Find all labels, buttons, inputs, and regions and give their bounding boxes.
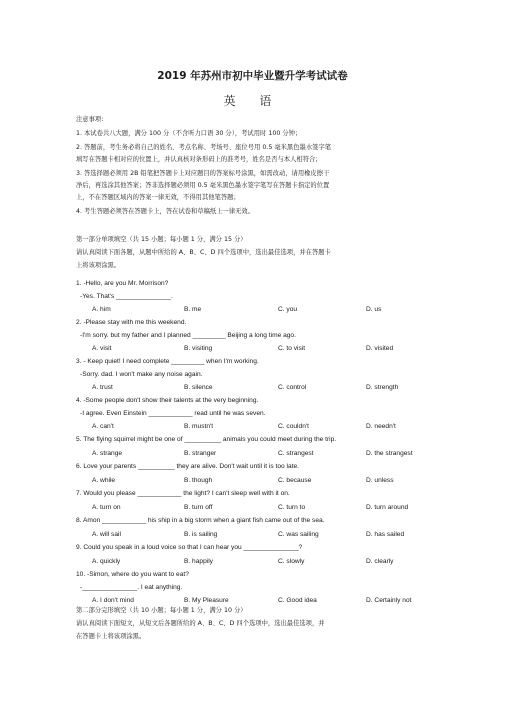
question-options xyxy=(92,477,452,485)
part2-instruction: 请认真阅读下面短文，从短文后各题所给的 A、B、C、D 四个选项中，选出最佳选项，并 xyxy=(76,620,325,627)
question-stem: 6. Love your parents __________ they are alive. Don't wait until it is too late. xyxy=(76,463,300,470)
option-c[interactable]: C. was sailing xyxy=(278,531,319,538)
option-c[interactable]: C. to visit xyxy=(278,345,306,352)
option-a[interactable]: A. strange xyxy=(92,450,123,457)
part2-heading: 第二部分完形填空（共 10 小题；每小题 1 分，满分 10 分） xyxy=(76,607,247,614)
option-c[interactable]: C. you xyxy=(278,306,298,313)
question-response: -I agree. Even Einstein ____________ read until he was seven. xyxy=(80,410,266,417)
question-stem: 10. -Simon, where do you want to eat? xyxy=(76,571,189,578)
question-options xyxy=(92,531,452,539)
question-options xyxy=(92,450,452,458)
question-response: -Yes. That's _______________. xyxy=(80,293,173,300)
option-a[interactable]: A. him xyxy=(92,306,111,313)
notice-heading: 注意事项: xyxy=(76,116,104,123)
option-d[interactable]: D. us xyxy=(366,306,382,313)
option-b[interactable]: B. though xyxy=(184,477,213,484)
question-stem: 3. - Keep quiet! I need complete _________ when I'm working. xyxy=(76,358,259,365)
part1-instruction: 请认真阅读下面各题，从题中所给的 A、B、C、D 四个选项中，选出最佳选项，并在答题卡 xyxy=(76,249,331,256)
question-options xyxy=(92,558,452,566)
notice-line: 4. 考生答题必须答在答题卡上，答在试卷和草稿纸上一律无效。 xyxy=(76,208,255,215)
question-stem: 9. Could you speak in a loud voice so that I can hear you _______________? xyxy=(76,544,303,551)
option-a[interactable]: A. visit xyxy=(92,345,112,352)
option-d[interactable]: D. needn't xyxy=(366,423,396,430)
option-a[interactable]: A. trust xyxy=(92,384,113,391)
option-a[interactable]: A. I don't mind xyxy=(92,597,134,604)
option-c[interactable]: C. Good idea xyxy=(278,597,317,604)
question-stem: 8. Amon ____________ his ship in a big storm when a giant fish came out of the sea. xyxy=(76,517,325,524)
notice-line: 3. 答选择题必须用 2B 铅笔把答题卡上对应题目的答案标号涂黑，如需改动，请用橡皮擦干 xyxy=(76,170,330,177)
option-b[interactable]: B. happily xyxy=(184,558,213,565)
question-stem: 4. -Some people don't show their talents at the very beginning. xyxy=(76,397,259,404)
question-options xyxy=(92,423,452,431)
option-d[interactable]: D. the strangest xyxy=(366,450,413,457)
option-d[interactable]: D. has sailed xyxy=(366,531,405,538)
option-a[interactable]: A. turn on xyxy=(92,504,121,511)
question-options xyxy=(92,384,452,392)
option-d[interactable]: D. unless xyxy=(366,477,394,484)
option-c[interactable]: C. control xyxy=(278,384,307,391)
part2-instruction: 在答题卡上将该项涂黑。 xyxy=(76,633,146,640)
question-stem: 2. -Please stay with me this weekend. xyxy=(76,319,187,326)
option-b[interactable]: B. silence xyxy=(184,384,213,391)
notice-line: 填写在答题卡相对应的位置上，并认真核对条形码上的准考号，姓名是否与本人相符合； xyxy=(76,156,322,163)
option-b[interactable]: B. turn off xyxy=(184,504,213,511)
question-options xyxy=(92,345,452,353)
question-options xyxy=(92,597,452,605)
option-b[interactable]: B. me xyxy=(184,306,202,313)
option-b[interactable]: B. stranger xyxy=(184,450,217,457)
question-options xyxy=(92,306,452,314)
question-response: -I'm sorry. but my father and I planned _________ Beijing a long time ago. xyxy=(80,332,296,339)
exam-title: 2019 年苏州市初中毕业暨升学考试试卷 xyxy=(157,70,348,82)
option-d[interactable]: D. Certainly not xyxy=(366,597,412,604)
option-c[interactable]: C. because xyxy=(278,477,312,484)
option-b[interactable]: B. is sailing xyxy=(184,531,218,538)
part1-instruction: 上将该项涂黑。 xyxy=(76,262,121,269)
subject-title: 英 语 xyxy=(223,94,282,108)
option-c[interactable]: C. slowly xyxy=(278,558,305,565)
option-c[interactable]: C. couldn't xyxy=(278,423,309,430)
notice-line: 上，不在答题区域内的答案一律无效，不得用其他笔答题； xyxy=(76,194,240,201)
option-b[interactable]: B. My Pleasure xyxy=(184,597,229,604)
option-b[interactable]: B. visiting xyxy=(184,345,213,352)
option-c[interactable]: C. strangest xyxy=(278,450,314,457)
question-response: -_______________. I eat anything. xyxy=(80,584,183,591)
question-stem: 7. Would you please ____________ the light? I can't sleep well with it on. xyxy=(76,490,290,497)
option-d[interactable]: D. turn around xyxy=(366,504,409,511)
question-stem: 1. -Hello, are you Mr. Morrison? xyxy=(76,280,169,287)
option-a[interactable]: A. will sail xyxy=(92,531,121,538)
option-a[interactable]: A. while xyxy=(92,477,116,484)
notice-line: 2. 答题前，考生务必将自己的姓名、考点名称、考场号、座位号用 0.5 毫米黑色墨水签字笔 xyxy=(76,144,332,151)
notice-line: 1. 本试卷共八大题，满分 100 分（不含听力口语 30 分），考试用时 100 分钟； xyxy=(76,130,302,137)
notice-line: 净后，再选涂其他答案；答非选择题必须用 0.5 毫米黑色墨水签字笔写在答题卡指定的位置 xyxy=(76,182,330,189)
question-response: -Sorry. dad. I won't make any noise again. xyxy=(80,371,203,378)
question-options xyxy=(92,504,452,512)
option-a[interactable]: A. can't xyxy=(92,423,114,430)
option-c[interactable]: C. turn to xyxy=(278,504,306,511)
option-d[interactable]: D. strength xyxy=(366,384,399,391)
part1-heading: 第一部分单项填空（共 15 小题；每小题 1 分，满分 15 分） xyxy=(76,236,247,243)
question-stem: 5. The flying squirrel might be one of __________ animals you could meet during the trip. xyxy=(76,436,337,443)
option-d[interactable]: D. clearly xyxy=(366,558,394,565)
option-b[interactable]: B. mustn't xyxy=(184,423,214,430)
option-d[interactable]: D. visited xyxy=(366,345,394,352)
option-a[interactable]: A. quickly xyxy=(92,558,121,565)
